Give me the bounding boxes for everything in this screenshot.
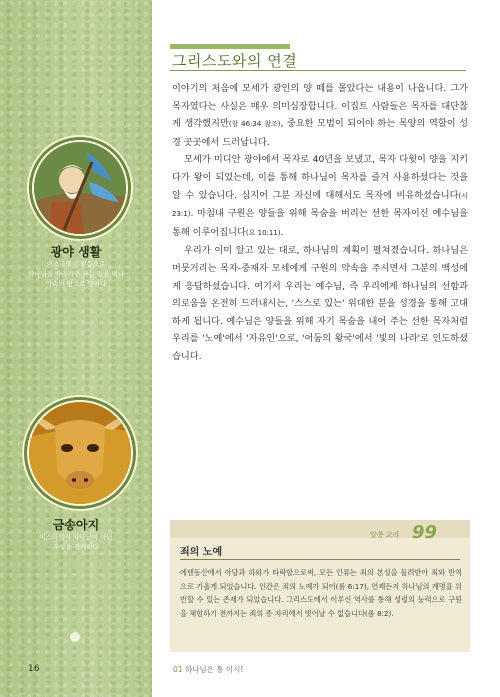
scripture-reference: (롬 8:2): [364, 608, 392, 618]
text-run: 이야기의 처음에 모세가 광인의 양 떼를 몰았다는 내용이 나옵니다. 그가 목자였다는 사실은 매우 의미심장합니다. 이집트 사람들은 목자를 대단찮게 생각했지만: [172, 83, 468, 130]
golden-calf-illustration: [27, 400, 133, 506]
scripture-reference: (시 23:1): [172, 191, 468, 219]
text-run: , 중요한 모범이 되어야 하는 목양의 역할이 성경 곳곳에서 드러납니다.: [172, 118, 468, 148]
heading-accent-bar: [170, 44, 290, 49]
chapter-number: 01: [173, 665, 183, 674]
caption-line: 약속의 땅으로 향하다: [45, 280, 107, 288]
decorative-dot: [70, 632, 80, 642]
doctrine-tag: 알쏭 교리: [370, 531, 400, 539]
wilderness-life-image: [34, 142, 126, 234]
heading-underline: [170, 70, 466, 71]
golden-calf-image: [29, 402, 131, 504]
doctrine-text: [180, 566, 462, 620]
text-run: . 마침내 구원은 양들을 위해 목숨을 버리는 선한 목자이신 예수님을 통해 이루어집니다: [172, 208, 468, 238]
caption-line: 이스라엘이 하나님이 아닌: [39, 533, 113, 541]
text-run: 모세가 미디안 광야에서 목자로 40년을 보냈고, 목자 다윗이 양을 지키다가 왕이 되었는데, 이를 통해 하나님이 목자를 즐겨 사용하셨다는 것을 알 수 있습니다. 심지어 그분 자신에 대해서도 목자에 비유하셨습니다: [172, 154, 468, 201]
doctrine-title: 죄의 노예: [180, 547, 223, 558]
sidebar-panel: [0, 0, 152, 697]
caption-line: 우상을 경배하다: [52, 543, 100, 551]
body-text: [172, 80, 468, 366]
text-run: 우리가 이미 알고 있는 대로, 하나님의 계획이 펼쳐졌습니다. 하나님은 머뭇거리는 목자-중재자 모세에게 구원의 약속을 주시면서 그분의 백성에게 응답하셨습니다. 여기서 우리는 예수님, 즉 우리에게 하나님의 선함과 의로움을 온전히 드러내시는, '스스로 있는' 위대한 분을 성경을 통해 고대하게 됩니다. 예수님은 양들을 위해 자기 목숨을 내어 주는 선한 목자처럼 우리를 '노예'에서 '자유인'으로, '어둠의 왕국'에서 '빛의 나라'로 인도하셨습니다.: [172, 245, 468, 362]
caption-line: 하나님을 따라가면 하는 길을 떠나: [27, 270, 125, 278]
text-run: 에덴동산에서 아담과 하와가 타락함으로써, 모든 인류는 죄의 본성을 물려받아 죄와 반역으로 기울게 되었습니다. 인간은 죄의 노예가 되어: [180, 568, 462, 591]
paragraph-2: [172, 151, 468, 242]
wilderness-life-illustration: [32, 140, 128, 236]
paragraph-3: [172, 242, 468, 365]
scripture-reference: (롬 6:17): [335, 581, 367, 591]
caption-title-golden-calf: 금송아지: [52, 518, 100, 532]
caption-body-golden-calf: [6, 532, 146, 552]
scripture-reference: (창 46:34 참조): [228, 120, 281, 129]
page-footer: [173, 664, 243, 675]
section-heading: 그리스도와의 연결: [172, 52, 298, 70]
doctrine-number: 99: [412, 522, 438, 543]
text-run: , 언제든지 하나님의 계명을 위반할 수 있는 존재가 되었습니다. 그리스도에서 이루신 역사를 통해 성령의 능력으로 구원을 체험하기 전까지는 죄의 종 자리에서 벗어날 수 없습니다: [180, 581, 462, 618]
text-run: .: [391, 608, 394, 618]
caption-body-wilderness: [6, 259, 146, 289]
doctrine-divider: [180, 559, 460, 560]
chapter-label: 하나님은 통 이시!: [184, 665, 244, 674]
caption-title-wilderness: 광야 생활: [50, 245, 102, 259]
paragraph-1: [172, 80, 468, 151]
caption-line: 이스라엘이 믿음으로: [46, 260, 106, 268]
text-run: .: [280, 226, 284, 238]
page-number: 16: [28, 664, 40, 674]
scripture-reference: (요 10:11): [245, 228, 281, 237]
